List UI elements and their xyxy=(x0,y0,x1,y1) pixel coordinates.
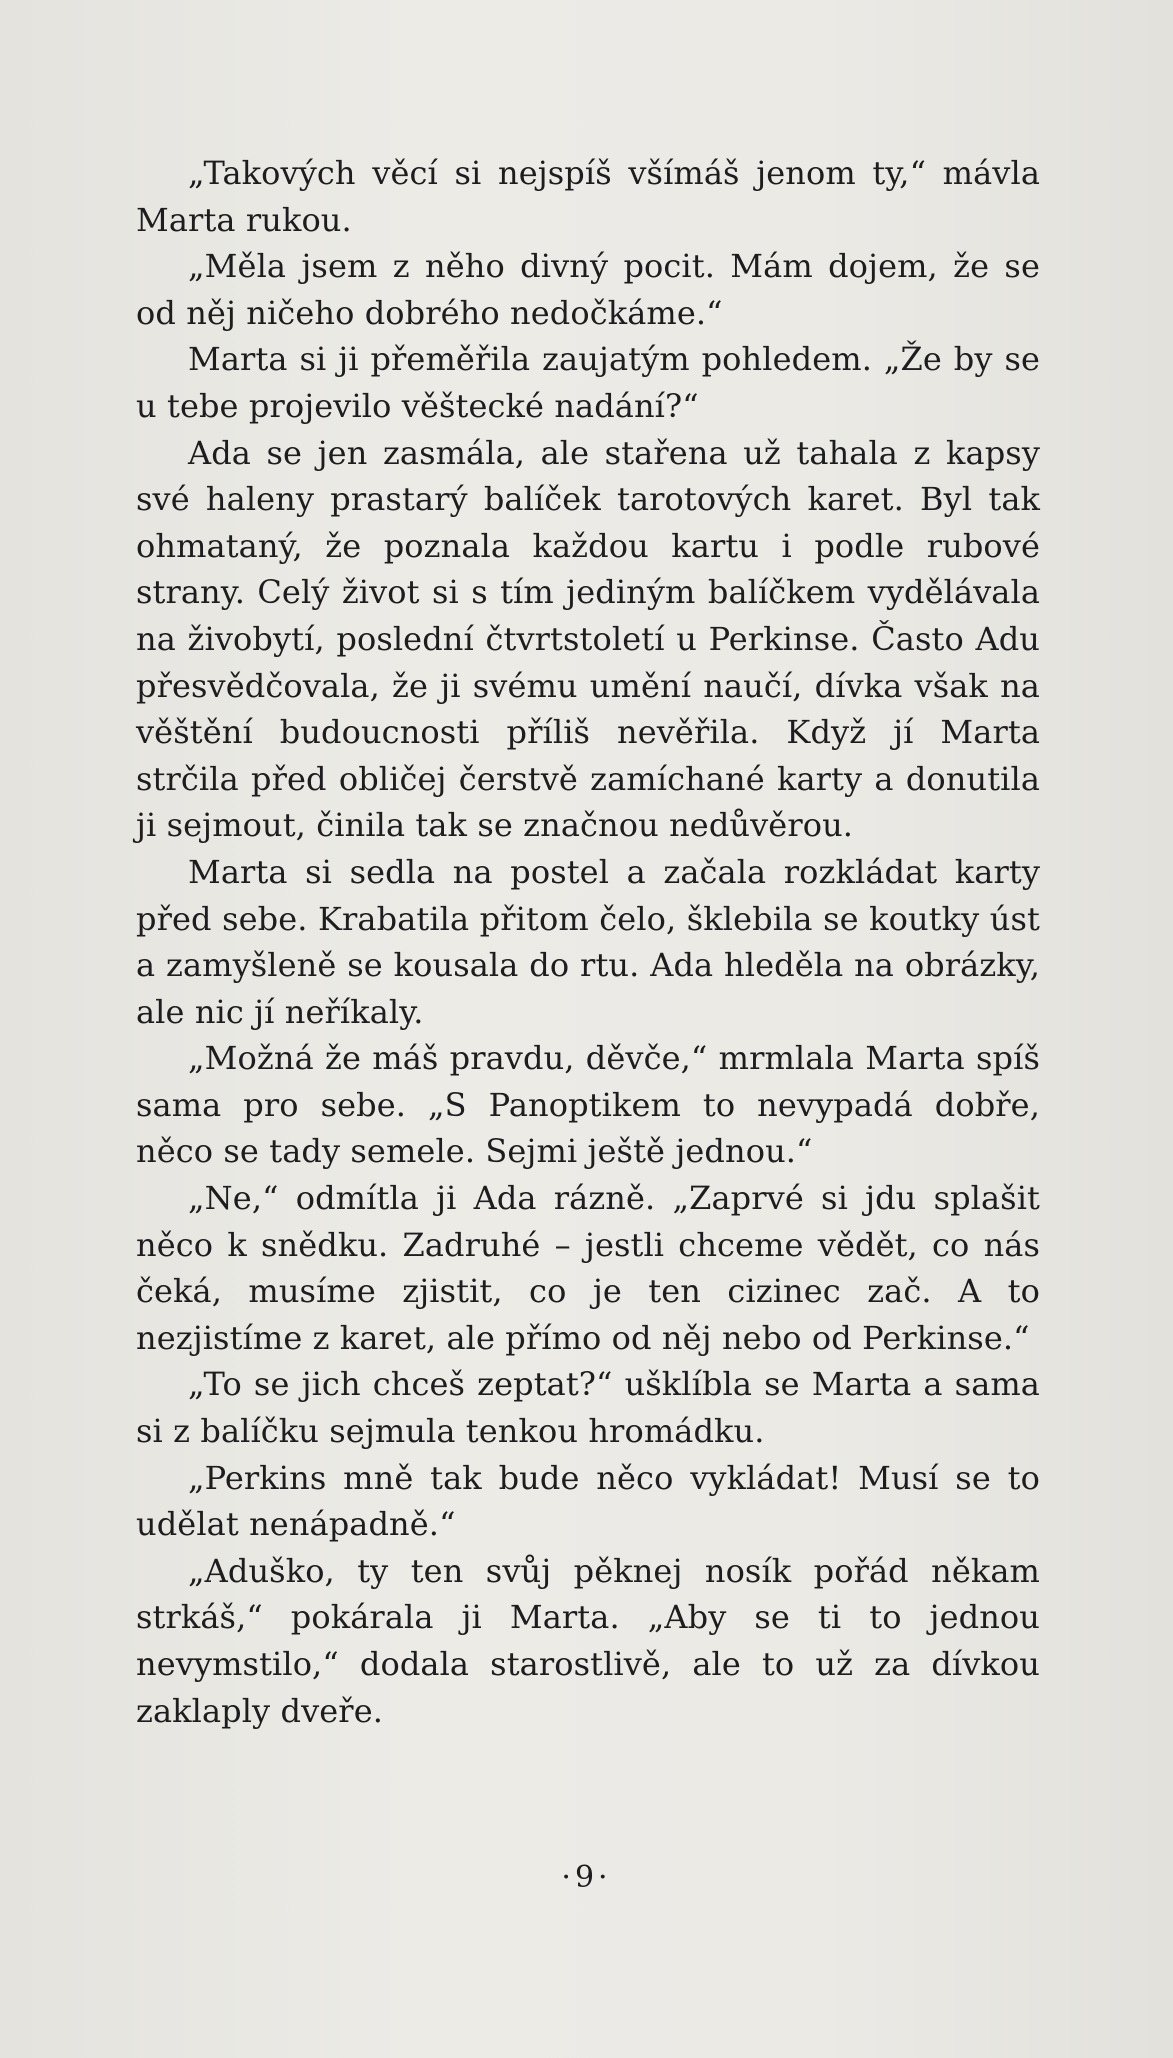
paragraph-1: „Takových věcí si nejspíš všímáš jenom ty,“ mávla Marta rukou. xyxy=(136,154,1040,239)
paragraph-10: „Aduško, ty ten svůj pěknej nosík pořád někam strkáš,“ pokárala ji Marta. „Aby se ti to jednou nevymstilo,“ dodala starostlivě, ale to už za dívkou zaklaply dveře. xyxy=(136,1551,1040,1730)
paragraph-2: „Měla jsem z něho divný pocit. Mám dojem, že se od něj ničeho dobrého nedočkáme.“ xyxy=(136,247,1040,332)
paragraph-3: Marta si ji přeměřila zaujatým pohledem. „Že by se u tebe projevilo věštecké nadání?“ xyxy=(136,340,1040,425)
paragraph-5: Marta si sedla na postel a začala rozkládat karty před sebe. Krabatila přitom čelo, šklebila se koutky úst a zamyšleně se kousala do rtu. Ada hleděla na obrázky, ale nic jí neříkaly. xyxy=(136,852,1040,1031)
paragraph-8: „To se jich chceš zeptat?“ ušklíbla se Marta a sama si z balíčku sejmula tenkou hromádku. xyxy=(136,1365,1040,1451)
paragraph-4: Ada se jen zasmála, ale stařena už tahala z kapsy své haleny prastarý balíček tarotových karet. Byl tak ohmataný, že poznala každou kartu i podle rubové strany. Celý život si s tím jediným balíčkem vydělávala na živobytí, poslední čtvrtstoletí u Perkinse. Často Adu přesvědčovala, že ji svému umění naučí, dívka však na věštění budoucnosti příliš nevěřila. Když jí Marta strčila před obličej čerstvě zamíchané karty a donutila ji sejmout, činila tak se značnou nedůvěrou. xyxy=(136,433,1040,845)
paragraph-9: „Perkins mně tak bude něco vykládat! Musí se to udělat nenápadně.“ xyxy=(136,1458,1040,1544)
paragraph-7: „Ne,“ odmítla ji Ada rázně. „Zaprvé si jdu splašit něco k snědku. Zadruhé – jestli chceme vědět, co nás čeká, musíme zjistit, co je ten cizinec zač. A to nezjistíme z karet, ale přímo od něj nebo od Perkinse.“ xyxy=(136,1179,1040,1357)
paragraph-6: „Možná že máš pravdu, děvče,“ mrmlala Marta spíš sama pro sebe. „S Panoptikem to nevypadá dobře, něco se tady semele. Sejmi ještě jednou.“ xyxy=(136,1039,1040,1171)
page-number: ·9· xyxy=(561,1860,612,1895)
body-text xyxy=(136,150,1040,1734)
